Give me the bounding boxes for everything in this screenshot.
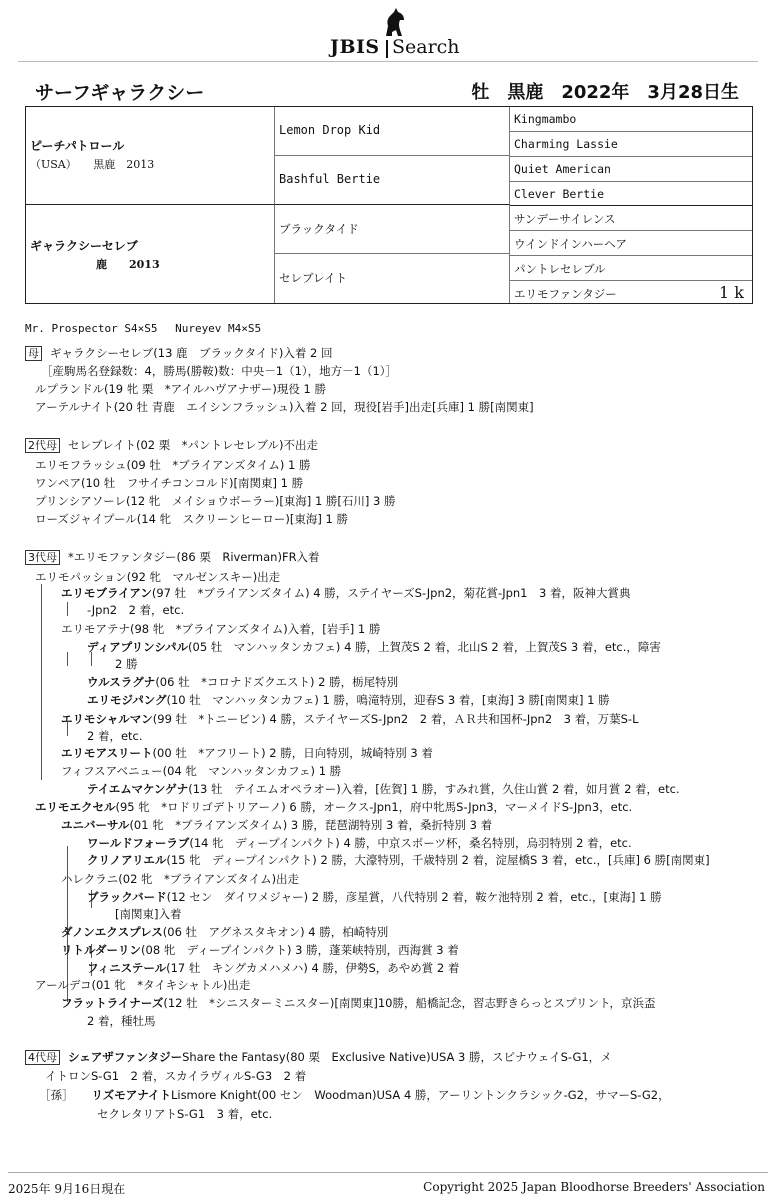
- sire-name[interactable]: ピーチパトロール: [30, 139, 125, 153]
- section-line: セクレタリアトS-G1 3 着，etc.: [97, 1107, 273, 1121]
- section-line: (12 セン ダイワメジャー) 2 勝，彦星賞，八代特別 2 着，鞍ケ池特別 2 着，etc.，[東海] 1 勝: [166, 890, 662, 904]
- section-line: (15 牝 ディープインパクト) 2 勝，大濠特別，千歳特別 2 着，淀屋橋S 3 着，etc.，[兵庫] 6 勝[南関東]: [166, 853, 710, 867]
- horse-name: サーフギャラクシー: [35, 82, 205, 104]
- tree-line: [41, 584, 42, 780]
- pedigree-g2-cell[interactable]: Lemon Drop Kid: [275, 107, 510, 156]
- pedigree-g2-cell[interactable]: セレブレイト: [275, 254, 510, 303]
- section-line: *エリモファンタジー(86 栗 Riverman)FR入着: [68, 550, 320, 564]
- section-line: ワンペア(10 牡 フサイチコンコルド)[南関東] 1 勝: [35, 476, 304, 490]
- pedigree-g3-cell[interactable]: パントレセレブル: [510, 256, 752, 281]
- section-line: エリモパッション(92 牝 マルゼンスキー)出走: [35, 570, 281, 584]
- horse-link[interactable]: リトルダーリン: [61, 943, 142, 957]
- horse-info: 牡 黒鹿 2022年 3月28日生: [471, 82, 739, 103]
- section-line: (00 牡 *アフリート) 2 勝，日向特別，城崎特別 3 着: [152, 746, 433, 760]
- section-line: -Jpn2 2 着，etc.: [87, 603, 185, 617]
- horse-link[interactable]: ユニバーサル: [61, 818, 130, 832]
- section-line: (05 牡 マンハッタンカフェ) 4 勝，上賀茂S 2 着，北山S 2 着，上賀茂S 3 着，etc.，障害: [188, 640, 661, 654]
- logo-search-text: Search: [392, 36, 460, 58]
- pedigree-g3-cell[interactable]: Charming Lassie: [510, 132, 752, 157]
- section-line: 2 勝: [115, 657, 138, 671]
- section-line: (14 牝 ディープインパクト) 4 勝，中京スポーツ杯，桑名特別，烏羽特別 2 着，etc.: [189, 836, 632, 850]
- logo-jbis-text: JBIS: [330, 36, 380, 58]
- tree-line: [67, 652, 68, 666]
- pedigree-g3-cell[interactable]: Clever Bertie: [510, 182, 752, 206]
- pedigree-g3-cell: [510, 281, 752, 303]
- dam-name[interactable]: ギャラクシーセレブ: [30, 239, 138, 253]
- section-line: (99 牡 *トニービン) 4 勝，ステイヤーズS-Jpn2 2 着，ＡＲ共和国杯-Jpn2 3 着，万葉S-L: [152, 712, 639, 726]
- pedigree-g3-cell[interactable]: Quiet American: [510, 157, 752, 182]
- section-line: ローズジャイプール(14 牝 スクリーンヒーロー)[東海] 1 勝: [35, 512, 348, 526]
- horse-link[interactable]: クリノアリエル: [87, 853, 167, 867]
- horse-link[interactable]: エリモジパング: [87, 693, 167, 707]
- pedigree-g2-cell[interactable]: ブラックタイド: [275, 205, 510, 254]
- horse-link[interactable]: ワールドフォーラブ: [87, 836, 190, 850]
- section-line: 2 着，etc.: [87, 729, 143, 743]
- section-line: Lismore Knight(00 セン Woodman)USA 4 勝，アーリントンクラシック-G2，サマーS-G2，: [170, 1088, 670, 1102]
- sire-info: （USA） 黒鹿 2013: [30, 158, 155, 171]
- horse-link[interactable]: シェアザファンタジー: [68, 1050, 183, 1064]
- section-line: ギャラクシーセレブ(13 鹿 ブラックタイド)入着 2 回: [50, 346, 333, 360]
- section-badge: 4代母: [25, 1050, 60, 1065]
- horse-link[interactable]: ブラックバード: [87, 890, 167, 904]
- section-line: アーテルナイト(20 牡 青鹿 エイシンフラッシュ)入着 2 回，現役[岩手]出走[兵庫] 1 勝[南関東]: [35, 400, 534, 414]
- section-line: (06 牡 *コロナドズクエスト) 2 勝，栃尾特別: [155, 675, 399, 689]
- section-line: (08 牝 ディープインパクト) 3 勝，蓬莱峡特別，西海賞 3 着: [141, 943, 459, 957]
- pedigree-dam: [26, 205, 275, 303]
- as-of-date: 2025年 9月16日現在: [8, 1182, 126, 1196]
- inbreeding-line: Mr. Prospector S4×S5 Nureyev M4×S5: [25, 322, 262, 335]
- section-line: (17 牡 キングカメハメハ) 4 勝，伊勢S，あやめ賞 2 着: [166, 961, 460, 975]
- section-line: 2 着，種牡馬: [87, 1014, 156, 1028]
- section-line: (12 牡 *シニスターミニスター)[南関東]10勝，船橋記念，習志野きらっとスプリント，京浜盃: [163, 996, 656, 1010]
- section-third-dam: [25, 550, 760, 1030]
- section-line: (13 牡 テイエムオペラオー)入着，[佐賀] 1 勝，すみれ賞，久住山賞 2 着，如月賞 2 着，etc.: [188, 782, 680, 796]
- section-line: (95 牝 *ロドリゴデトリアーノ) 6 勝，オークス-Jpn1，府中牝馬S-Jpn3，マーメイドS-Jpn3，etc.: [115, 800, 633, 814]
- section-line: ハレクラニ(02 牝 *ブライアンズタイム)出走: [61, 872, 300, 886]
- horse-link[interactable]: ウルスラグナ: [87, 675, 156, 689]
- horse-logo-icon: [380, 8, 408, 38]
- pedigree-g3-cell[interactable]: Kingmambo: [510, 107, 752, 132]
- horse-link[interactable]: エリモブライアン: [61, 586, 152, 600]
- pedigree-g3-name[interactable]: エリモファンタジー: [514, 287, 617, 301]
- section-line: Share the Fantasy(80 栗 Exclusive Native)USA 3 勝，スピナウェイS-G1，メ: [182, 1050, 612, 1064]
- section-line: エリモフラッシュ(09 牡 *ブライアンズタイム) 1 勝: [35, 458, 311, 472]
- horse-link[interactable]: フィニステール: [87, 961, 167, 975]
- section-line: (10 牡 マンハッタンカフェ) 1 勝，鳴滝特別，迎春S 3 着，[東海] 3 勝[南関東] 1 勝: [166, 693, 610, 707]
- pedigree-g2-cell[interactable]: Bashful Bertie: [275, 156, 510, 205]
- section-line: イトロンS-G1 2 着，スカイラヴィルS-G3 2 着: [45, 1069, 307, 1083]
- grandchild-label: ［孫］: [39, 1088, 74, 1102]
- pedigree-g3-cell[interactable]: サンデーサイレンス: [510, 206, 752, 231]
- section-line: プリンシアソーレ(12 牝 メイショウボーラー)[東海] 1 勝[石川] 3 勝: [35, 494, 396, 508]
- horse-link[interactable]: フラットライナーズ: [61, 996, 164, 1010]
- horse-link[interactable]: リズモアナイト: [91, 1088, 171, 1102]
- horse-link[interactable]: テイエムマケンゲナ: [87, 782, 189, 796]
- section-line: ルプランドル(19 牝 栗 *アイルハヴアナザー)現役 1 勝: [35, 382, 326, 396]
- section-line: [南関東]入着: [115, 907, 182, 921]
- section-line: (06 牡 アグネスタキオン) 4 勝，柏崎特別: [162, 925, 389, 939]
- section-line: (01 牝 *ブライアンズタイム) 3 勝，琵琶湖特別 3 着，桑折特別 3 着: [129, 818, 493, 832]
- horse-link[interactable]: エリモエクセル: [35, 800, 116, 814]
- section-line: ［産駒馬名登録数：4，勝馬(勝鞍)数：中央－1（1），地方－1（1）］: [41, 364, 398, 378]
- horse-link[interactable]: ダノンエクスプレス: [61, 925, 163, 939]
- footer-divider: [8, 1172, 768, 1173]
- title-row: [25, 78, 753, 104]
- pedigree-sire: [26, 107, 275, 205]
- horse-link[interactable]: ディアプリンシパル: [87, 640, 189, 654]
- header-divider: [18, 61, 758, 62]
- section-line: フィフスアベニュー(04 牝 マンハッタンカフェ) 1 勝: [61, 764, 342, 778]
- pedigree-table: [25, 106, 753, 304]
- copyright: Copyright 2025 Japan Bloodhorse Breeders' Association: [423, 1180, 765, 1194]
- family-number: 1 k: [719, 283, 744, 302]
- section-badge: 2代母: [25, 438, 60, 453]
- horse-link[interactable]: エリモシャルマン: [61, 712, 153, 726]
- tree-line: [67, 602, 68, 616]
- section-line: セレブレイト(02 栗 *パントレセレブル)不出走: [68, 438, 319, 452]
- header: [0, 0, 775, 64]
- section-line: (97 牡 *ブライアンズタイム) 4 勝，ステイヤーズS-Jpn2，菊花賞-Jpn1 3 着，阪神大賞典: [151, 586, 631, 600]
- section-line: アールデコ(01 牝 *タイキシャトル)出走: [35, 978, 251, 992]
- section-badge: 母: [25, 346, 42, 361]
- dam-info: 鹿 2013: [30, 258, 160, 271]
- section-line: エリモアテナ(98 牝 *ブライアンズタイム)入着，[岩手] 1 勝: [61, 622, 381, 636]
- pedigree-g3-cell[interactable]: ウインドインハーヘア: [510, 231, 752, 256]
- jbis-search-logo[interactable]: [330, 8, 460, 58]
- horse-link[interactable]: エリモアスリート: [61, 746, 153, 760]
- section-badge: 3代母: [25, 550, 60, 565]
